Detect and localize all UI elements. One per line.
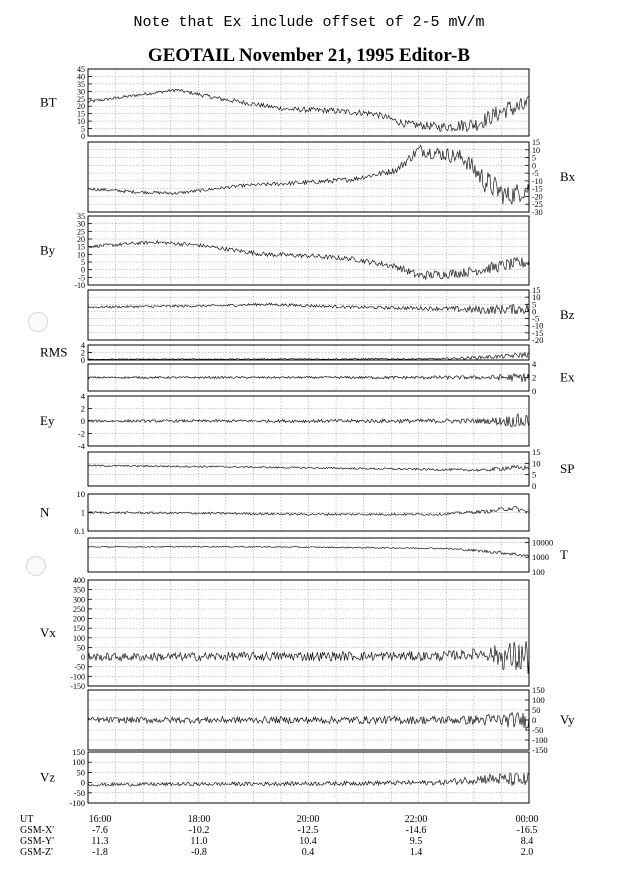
footer-value: 18:00	[187, 814, 211, 825]
tick-label: 100	[532, 567, 545, 577]
panel-n	[40, 489, 529, 536]
tick-label: 1	[80, 507, 85, 518]
footer-value: 0.4	[301, 847, 315, 858]
trace-ey	[88, 414, 529, 427]
tick-label: 400	[73, 576, 85, 585]
tick-label: 10	[77, 250, 85, 260]
tick-label: 200	[73, 614, 85, 624]
footer-value: -7.6	[92, 825, 108, 836]
tick-label: 4	[80, 391, 85, 401]
offset-note: Note that Ex include offset of 2-5 mV/m	[133, 14, 485, 31]
footer-value: -0.8	[191, 847, 207, 858]
footer-value: 16:00	[88, 814, 112, 825]
panel-bz	[88, 285, 575, 345]
panel-vz	[40, 747, 529, 808]
tick-label: 2	[80, 347, 85, 358]
tick-label: 350	[73, 585, 85, 595]
trace-bt	[88, 89, 529, 131]
footer-row-label: GSM-Z'	[20, 847, 53, 858]
footer-value: 10.4	[299, 836, 317, 847]
panel-label-vz: Vz	[40, 769, 56, 785]
panel-vy	[88, 685, 575, 755]
tick-label: -4	[77, 441, 85, 451]
trace-ex	[88, 373, 529, 382]
trace-n	[88, 507, 529, 516]
page-title: GEOTAIL November 21, 1995 Editor-B	[147, 45, 471, 66]
tick-label: -20	[532, 335, 544, 345]
tick-label: -5	[532, 313, 540, 324]
panel-label-vy: Vy	[560, 712, 575, 727]
tick-label: 15	[532, 285, 541, 295]
tick-label: 0	[80, 355, 85, 365]
panel-rms	[40, 340, 529, 365]
tick-label: 40	[77, 72, 85, 82]
tick-label: 10000	[532, 537, 554, 548]
panel-ey	[40, 391, 529, 451]
tick-label: 0.1	[74, 526, 85, 536]
tick-label: -100	[69, 798, 85, 808]
tick-label: 0	[532, 386, 537, 396]
tick-label: -100	[532, 735, 548, 745]
tick-label: -150	[532, 745, 548, 755]
panel-bt	[40, 65, 529, 141]
footer-value: -14.6	[405, 825, 427, 836]
tick-label: 150	[532, 685, 545, 695]
footer-value: 9.5	[409, 836, 423, 847]
footer-value: 2.0	[520, 847, 534, 858]
tick-label: 5	[81, 124, 85, 134]
panel-label-bt: BT	[40, 94, 57, 110]
tick-label: 0	[81, 653, 85, 663]
footer-value: 11.3	[91, 836, 109, 847]
trace-vx	[88, 641, 529, 674]
tick-label: -10	[532, 320, 544, 331]
footer-value: 8.4	[520, 836, 534, 847]
footer-row-label: GSM-X'	[20, 825, 55, 836]
footer-value: -16.5	[516, 825, 538, 836]
tick-label: -25	[532, 200, 543, 210]
panel-t	[88, 537, 568, 577]
tick-label: -30	[532, 208, 543, 217]
tick-label: 100	[72, 757, 85, 768]
tick-label: 20	[77, 102, 85, 112]
tick-label: 25	[77, 227, 85, 237]
tick-label: 4	[532, 359, 537, 369]
footer-value: -12.5	[297, 825, 319, 836]
panel-label-ey: Ey	[40, 413, 55, 428]
panel-label-ex: Ex	[560, 369, 575, 385]
tick-label: 10	[532, 145, 540, 155]
tick-label: 10	[532, 458, 541, 469]
tick-label: 150	[73, 624, 85, 634]
tick-label: -15	[532, 327, 544, 338]
panel-frame	[88, 538, 529, 572]
panel-label-bz: Bz	[560, 307, 575, 322]
tick-label: 0	[80, 777, 85, 788]
tick-label: -2	[77, 428, 85, 439]
footer-value: 20:00	[296, 814, 320, 825]
tick-label: 2	[80, 403, 85, 414]
tick-label: -50	[73, 787, 85, 798]
tick-label: 1000	[532, 552, 549, 563]
panel-by	[40, 212, 529, 290]
footer-row-label: GSM-Y'	[20, 836, 55, 847]
panel-bx	[88, 138, 576, 217]
tick-label: 300	[73, 595, 85, 605]
footer-value: 00:00	[515, 814, 539, 825]
tick-label: 250	[73, 604, 85, 614]
tick-label: 10	[76, 489, 85, 499]
footer-value: 22:00	[404, 814, 428, 825]
panel-label-by: By	[40, 242, 56, 258]
tick-label: -20	[532, 192, 543, 202]
tick-label: 15	[77, 242, 85, 252]
tick-label: -50	[74, 662, 85, 672]
tick-label: -5	[78, 273, 85, 283]
tick-label: -50	[532, 725, 544, 735]
tick-label: 10	[532, 292, 541, 303]
tick-label: 25	[77, 94, 85, 104]
tick-label: 10	[77, 117, 85, 127]
tick-label: 2	[532, 372, 537, 383]
panel-label-t: T	[560, 547, 568, 562]
tick-label: -10	[532, 176, 543, 186]
tick-label: 50	[77, 643, 85, 653]
panel-vx	[40, 576, 529, 691]
tick-label: 150	[72, 747, 85, 757]
tick-label: 0	[532, 161, 536, 171]
tick-label: 0	[81, 132, 85, 141]
tick-label: -5	[532, 169, 539, 179]
tick-label: 5	[532, 299, 537, 310]
tick-label: 15	[532, 447, 541, 457]
tick-label: -150	[70, 682, 85, 691]
tick-label: 30	[77, 219, 85, 229]
tick-label: 35	[77, 79, 85, 89]
tick-label: 15	[77, 109, 85, 119]
tick-label: 4	[80, 340, 85, 350]
panel-label-vx: Vx	[40, 625, 56, 640]
tick-label: 0	[532, 306, 537, 317]
tick-label: 50	[76, 767, 85, 778]
tick-label: 50	[532, 705, 541, 715]
footer-value: 11.0	[190, 836, 208, 847]
tick-label: 100	[532, 695, 545, 705]
tick-label: 35	[77, 212, 85, 221]
tick-label: 0	[532, 481, 537, 491]
tick-label: 45	[77, 65, 85, 74]
tick-label: 100	[73, 633, 85, 643]
panel-label-bx: Bx	[560, 169, 576, 184]
tick-label: 20	[77, 235, 85, 244]
panel-sp	[88, 447, 574, 491]
tick-label: -15	[532, 184, 543, 194]
tick-label: 0	[81, 265, 85, 275]
tick-label: 5	[532, 469, 537, 480]
tick-label: 5	[81, 258, 85, 267]
footer-value: -1.8	[92, 847, 108, 858]
tick-label: 15	[532, 138, 540, 147]
panel-label-n: N	[40, 504, 50, 520]
tick-label: 5	[532, 153, 536, 163]
footer-value: -10.2	[188, 825, 210, 836]
tick-label: 0	[80, 416, 85, 426]
panel-label-sp: SP	[560, 461, 575, 476]
tick-label: 0	[532, 715, 537, 725]
footer-value: 1.4	[409, 847, 423, 858]
tick-label: -100	[70, 672, 85, 682]
tick-label: 30	[77, 87, 85, 97]
tick-label: -10	[74, 281, 85, 290]
panel-ex	[88, 359, 575, 396]
footer-row-label: UT	[20, 814, 34, 825]
panel-label-rms: RMS	[40, 344, 68, 360]
